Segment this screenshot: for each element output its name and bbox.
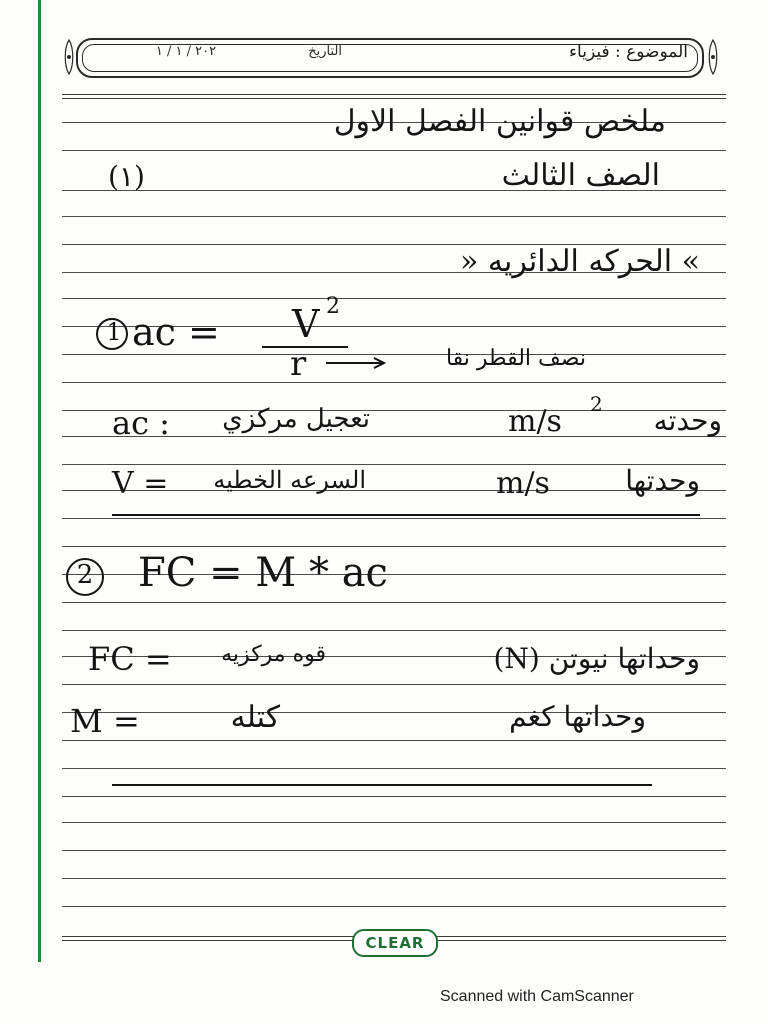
eq1-radius-note: نصف القطر نقا <box>445 346 586 371</box>
eq1-lhs: ac = <box>132 310 220 354</box>
def-m-unit: وحداتها كغم <box>509 700 646 733</box>
closing-divider <box>112 784 652 786</box>
def-ac-symbol: ac : <box>112 404 170 442</box>
def-fc-symbol: FC = <box>88 640 172 678</box>
def-m-symbol: M = <box>70 702 140 740</box>
header-date-label: التاريخ <box>308 44 342 59</box>
notes-title: ملخص قوانين الفصل الاول <box>333 104 666 139</box>
header-ornament-left-icon <box>62 38 76 76</box>
def-v-symbol: V = <box>112 466 169 501</box>
eq1-denominator: r <box>290 344 307 384</box>
notes-grade: الصف الثالث <box>501 158 660 193</box>
notebook-brand-logo: CLEAR <box>352 929 438 957</box>
notes-topic: » الحركه الدائريه « <box>460 244 700 279</box>
header-date: ٢٠٢ / ١ / ١ <box>155 44 217 59</box>
scan-watermark: Scanned with CamScanner <box>440 988 634 1005</box>
equation-number-1: 1 <box>106 318 122 346</box>
def-ac-unit-power: 2 <box>590 392 603 416</box>
def-ac-unit-label: وحدته <box>653 404 722 437</box>
margin-line <box>38 0 41 962</box>
header-subject: الموضوع : فيزياء <box>569 42 688 62</box>
def-fc-meaning: قوه مركزيه <box>221 642 326 667</box>
def-m-meaning: كتله <box>230 700 280 735</box>
def-ac-unit: m/s <box>508 404 562 439</box>
notes-grade-number: (١) <box>108 160 145 193</box>
header-ornament-right-icon <box>706 38 720 76</box>
equation-number-2: 2 <box>76 560 94 590</box>
def-fc-unit: وحداتها نيوتن (N) <box>493 642 700 675</box>
section-divider <box>112 514 700 516</box>
eq1-power: 2 <box>326 294 340 319</box>
def-v-unit: m/s <box>496 466 550 501</box>
eq1-numerator: V <box>292 302 320 346</box>
arrow-right-icon <box>324 356 388 370</box>
def-v-unit-label: وحدتها <box>625 464 700 497</box>
eq2-text: FC = M * ac <box>138 550 388 596</box>
def-v-meaning: السرعه الخطيه <box>213 466 366 494</box>
def-ac-meaning: تعجيل مركزي <box>222 404 370 434</box>
